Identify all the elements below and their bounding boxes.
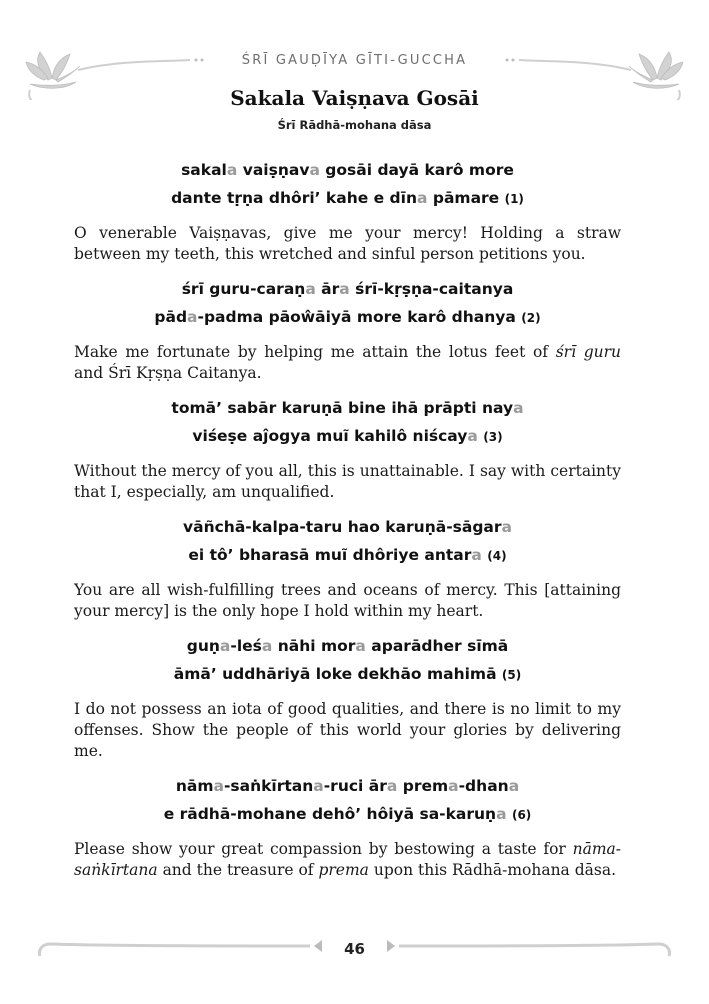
translation-2 <box>74 342 621 384</box>
verse-text: pāmare <box>427 189 505 207</box>
verse-line <box>74 772 621 800</box>
silent-vowel: a <box>501 518 512 536</box>
verse-line <box>74 800 621 829</box>
translation-text: Please show your great compassion by bestowing a taste for <box>74 840 573 858</box>
verse-line <box>74 275 621 303</box>
verse-text: -leś <box>230 637 262 655</box>
silent-vowel: a <box>471 546 482 564</box>
silent-vowel: a <box>213 777 224 795</box>
verse-line <box>74 394 621 422</box>
translation-6 <box>74 839 621 881</box>
translation-5 <box>74 699 621 762</box>
verse-line <box>74 632 621 660</box>
silent-vowel: a <box>219 637 231 655</box>
translation-text: Without the mercy of you all, this is unattainable. I say with certainty that I, especially, am unqualified. <box>74 462 621 501</box>
verse-line <box>74 303 621 332</box>
silent-vowel: a <box>313 777 324 795</box>
verse-text: -dhan <box>458 777 509 795</box>
silent-vowel: a <box>187 308 198 326</box>
translation-3 <box>74 461 621 503</box>
verse-text: āmā’ uddhāriyā loke dekhāo mahimā <box>173 665 502 683</box>
italic-term: prema <box>318 861 369 879</box>
verse-line <box>74 156 621 184</box>
verse-text: dante tṛṇa dhôri’ kahe e dīn <box>171 189 417 207</box>
translation-text: and Śrī Kṛṣṇa Caitanya. <box>74 364 262 382</box>
verse-number: (5) <box>501 668 522 682</box>
verse-line <box>74 541 621 570</box>
verse-text: śrī guru-caraṇ <box>181 280 306 298</box>
verse-text: -padma pāoŵāiyā more karô dhanya <box>197 308 522 326</box>
verse-1 <box>74 156 621 213</box>
verse-line <box>74 660 621 689</box>
silent-vowel: a <box>261 637 273 655</box>
silent-vowel: a <box>226 161 238 179</box>
silent-vowel: a <box>305 280 316 298</box>
verse-text: -ruci ār <box>323 777 387 795</box>
verse-text: e rādhā-mohane dehô’ hôiyā sa-karuṇ <box>163 805 497 823</box>
silent-vowel: a <box>467 427 478 445</box>
verse-text: tomā’ sabār karuṇā bine ihā prāpti nay <box>171 399 514 417</box>
silent-vowel: a <box>508 777 520 795</box>
verse-text: nām <box>175 777 214 795</box>
page-number: 46 <box>344 940 365 958</box>
verse-text: pād <box>154 308 188 326</box>
verse-number: (2) <box>521 311 541 325</box>
italic-term: nāma-saṅkīrtana <box>74 840 621 879</box>
verse-text: vāñchā-kalpa-taru hao karuṇā-sāgar <box>183 518 502 536</box>
verse-text: -saṅkīrtan <box>223 777 314 795</box>
verse-text: nāhi mor <box>272 637 356 655</box>
italic-term: śrī guru <box>555 343 622 361</box>
translation-text: I do not possess an iota of good qualities, and there is no limit to my offenses. Show the people of this world your glories by delivering me. <box>74 700 621 760</box>
verse-number: (4) <box>487 549 507 563</box>
translation-text: O venerable Vaiṣṇavas, give me your mercy! Holding a straw between my teeth, this wretched and sinful person petitions you. <box>74 224 621 263</box>
translation-4 <box>74 580 621 622</box>
verse-number: (3) <box>483 430 503 444</box>
verse-text: viśeṣe aĵogya muĩ kahilô niścay <box>192 427 468 445</box>
translation-1 <box>74 223 621 265</box>
verse-text: vaiṣṇav <box>237 161 310 179</box>
silent-vowel: a <box>339 280 350 298</box>
verse-4 <box>74 513 621 570</box>
verse-3 <box>74 394 621 451</box>
verse-text: aparādher sīmā <box>365 637 509 655</box>
translation-text: upon this Rādhā-mohana dāsa. <box>368 861 617 879</box>
song-title: Sakala Vaiṣṇava Gosāi <box>230 86 479 110</box>
running-title: ŚRĪ GAUḌĪYA GĪTI-GUCCHA <box>241 53 468 68</box>
song-author: Śrī Rādhā-mohana dāsa <box>277 118 432 132</box>
translation-text: Make me fortunate by helping me attain the lotus feet of <box>74 343 556 361</box>
silent-vowel: a <box>417 189 428 207</box>
silent-vowel: a <box>355 637 366 655</box>
verse-number: (6) <box>511 808 532 822</box>
silent-vowel: a <box>496 805 507 823</box>
verse-text: guṇ <box>186 637 220 655</box>
song-body <box>74 150 621 891</box>
verse-5 <box>74 632 621 689</box>
silent-vowel: a <box>513 399 524 417</box>
verse-text: ār <box>315 280 340 298</box>
verse-text: sakal <box>181 161 227 179</box>
verse-text: śrī-kṛṣṇa-caitanya <box>349 280 514 298</box>
silent-vowel: a <box>309 161 320 179</box>
verse-line <box>74 184 621 213</box>
verse-2 <box>74 275 621 332</box>
verse-text: ei tô’ bharasā muĩ dhôriye antar <box>188 546 472 564</box>
verse-text: prem <box>397 777 449 795</box>
verse-text: gosāi dayā karô more <box>319 161 514 179</box>
silent-vowel: a <box>386 777 398 795</box>
translation-text: and the treasure of <box>157 861 319 879</box>
verse-line <box>74 422 621 451</box>
translation-text: You are all wish-fulfilling trees and oceans of mercy. This [attaining your mercy] is the only hope I hold within my heart. <box>74 581 621 620</box>
verse-6 <box>74 772 621 829</box>
verse-number: (1) <box>504 192 524 206</box>
silent-vowel: a <box>448 777 459 795</box>
verse-line <box>74 513 621 541</box>
